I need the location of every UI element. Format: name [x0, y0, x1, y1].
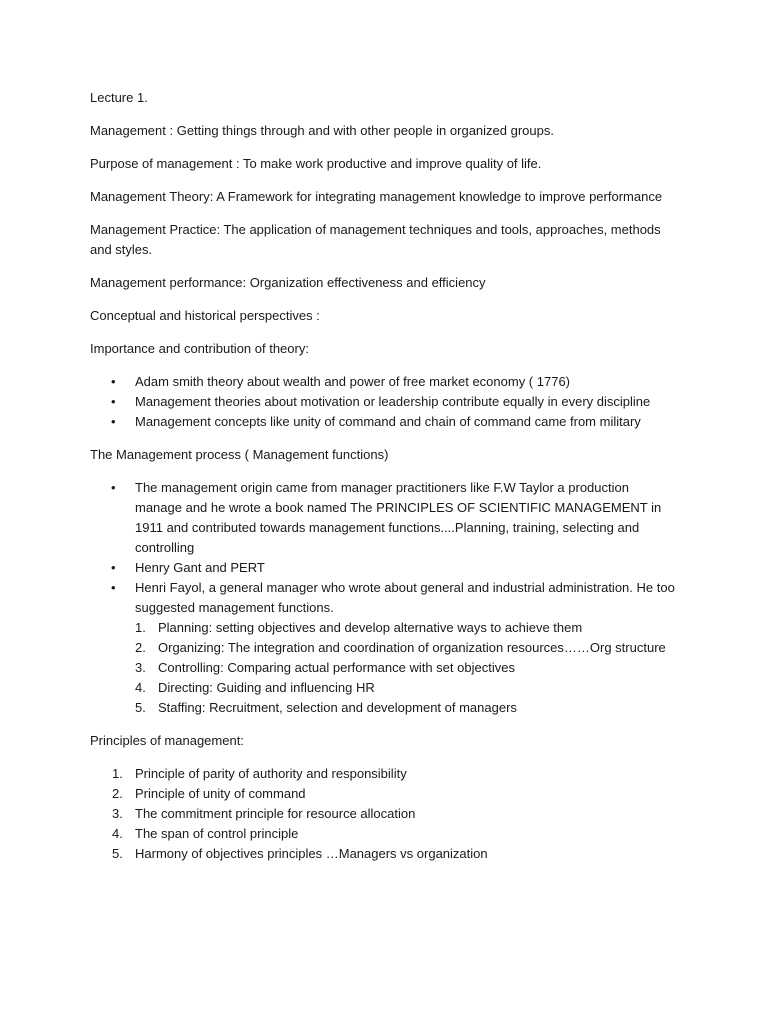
list-item: • The management origin came from manager practitioners like F.W Taylor a production manage and he wrote a book named The PRINCIPLES OF SCIENTIFIC MANAGEMENT in 1911 and contributed towards management functions....Planning, training, selecting and controlling	[111, 480, 662, 555]
definition-performance: Management performance: Organization effectiveness and efficiency	[90, 275, 486, 290]
list-item: • Henry Gant and PERT	[90, 558, 678, 578]
list-item: • Management concepts like unity of command and chain of command came from military	[90, 412, 678, 432]
process-list	[90, 478, 678, 718]
heading-perspectives: Conceptual and historical perspectives :	[90, 308, 320, 323]
definition-management: Management : Getting things through and with other people in organized groups.	[90, 123, 554, 138]
list-item: 2. Principle of unity of command	[112, 786, 306, 801]
definition-theory: Management Theory: A Framework for integrating management knowledge to improve performance	[90, 189, 663, 204]
list-item: 3. Controlling: Comparing actual performance with set objectives	[135, 660, 515, 675]
heading-principles: Principles of management:	[90, 733, 244, 748]
list-item: 3. The commitment principle for resource allocation	[112, 806, 416, 821]
fayol-functions-list	[135, 618, 678, 718]
bullet-icon: •	[111, 480, 116, 495]
principles-list	[90, 764, 678, 864]
list-item: • Management theories about motivation or leadership contribute equally in every discipline	[90, 392, 678, 412]
bullet-icon: •	[111, 374, 116, 389]
list-item: 1. Planning: setting objectives and develop alternative ways to achieve them	[135, 620, 583, 635]
lecture-title: Lecture 1.	[90, 90, 148, 105]
list-item: • Henri Fayol, a general manager who wrote about general and industrial administration. He too suggested management functions. 1. Planning: setting objectives and develop alternative ways to achieve them 2. Organizing: The integration and coordination of organization resources……Org structure 3. Controlling: Comparing actual performance with set objectives 4. Directing: Guiding and influencing HR 5. Staffing: Recruitment, selection and development of managers	[90, 578, 678, 718]
bullet-icon: •	[111, 414, 116, 429]
list-item: 5. Harmony of objectives principles …Managers vs organization	[112, 846, 488, 861]
bullet-icon: •	[111, 394, 116, 409]
list-item: 1. Principle of parity of authority and responsibility	[112, 766, 407, 781]
list-item: 2. Organizing: The integration and coordination of organization resources……Org structure	[135, 640, 666, 655]
heading-importance: Importance and contribution of theory:	[90, 341, 309, 356]
list-item: 4. Directing: Guiding and influencing HR	[135, 680, 375, 695]
bullet-icon: •	[111, 580, 116, 595]
bullet-icon: •	[111, 560, 116, 575]
list-item: 4. The span of control principle	[112, 826, 299, 841]
importance-list	[90, 372, 678, 432]
list-item: 5. Staffing: Recruitment, selection and development of managers	[135, 700, 517, 715]
definition-purpose: Purpose of management : To make work productive and improve quality of life.	[90, 156, 542, 171]
definition-practice: Management Practice: The application of management techniques and tools, approaches, methods and styles.	[90, 222, 661, 257]
heading-process: The Management process ( Management functions)	[90, 447, 389, 462]
list-item: • Adam smith theory about wealth and power of free market economy ( 1776)	[90, 372, 678, 392]
